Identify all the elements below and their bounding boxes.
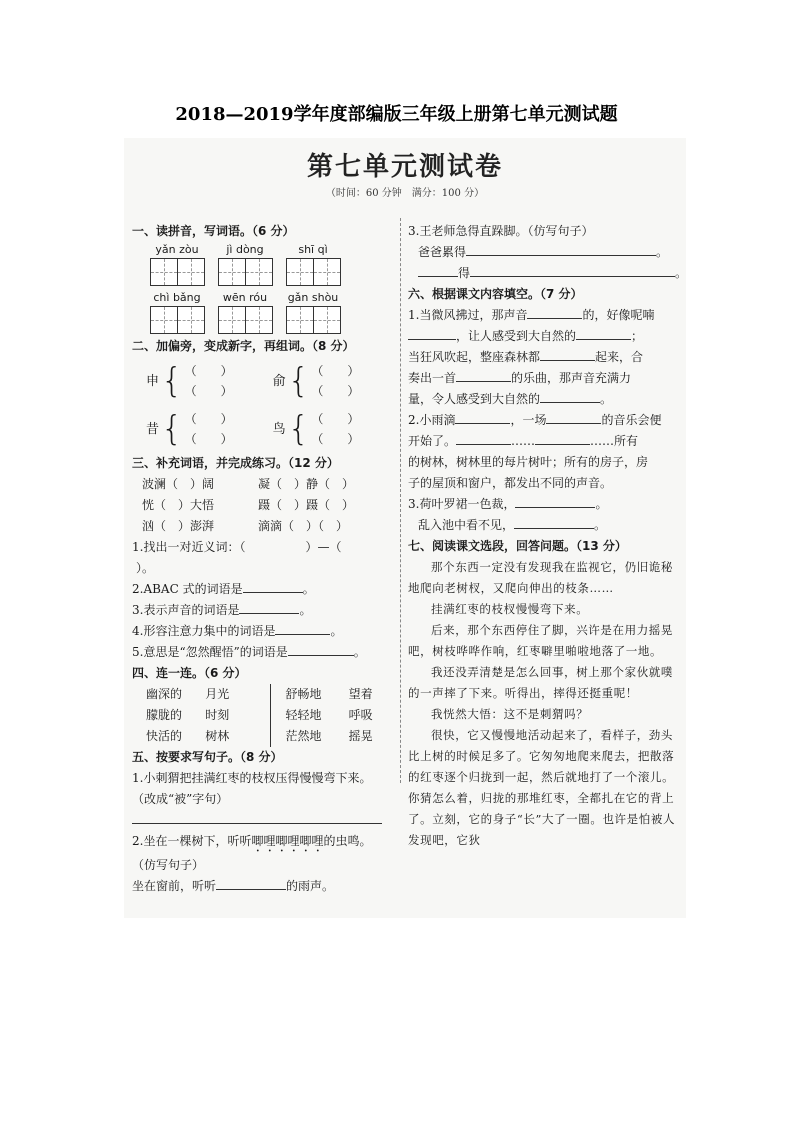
radical-item [146, 361, 233, 401]
punct: 。 [594, 518, 607, 532]
question-3-3 [132, 600, 394, 621]
tian-grid[interactable] [286, 306, 340, 334]
exam-sheet [124, 138, 686, 918]
answer-slot[interactable]: （ ） [311, 412, 360, 426]
answer-blank[interactable] [418, 263, 458, 277]
question-6-2: 子的屋顶和窗户，都发出不同的声音。 [408, 476, 613, 490]
question-text: ）—（ [305, 540, 342, 554]
match-item[interactable]: 望着 [348, 687, 373, 701]
brace-icon: { [161, 361, 183, 401]
match-divider [270, 684, 271, 747]
match-item[interactable]: 幽深的 [146, 687, 183, 701]
column-divider [400, 218, 401, 783]
pinyin-label: wēn róu [222, 291, 268, 304]
question-5-1: 1.小刺猬把挂满红枣的枝杈压得慢慢弯下来。 [132, 771, 372, 785]
answer-slot[interactable]: （ ） [311, 384, 360, 398]
passage-paragraph: 挂满红枣的枝杈慢慢弯下来。 [431, 602, 589, 616]
section-2-heading: 二、加偏旁，变成新字，再组词。（8 分） [132, 339, 355, 353]
answer-blank[interactable] [456, 431, 511, 445]
passage-paragraph: 后来，那个东西停住了脚，兴许是在用力摇晃吧，树枝哗哗作响，红枣噼里啪啦地落了一地。 [408, 623, 673, 658]
question-text: …… [511, 434, 536, 448]
question-text: 开始了。 [408, 434, 457, 448]
emphasis-text: 唧哩唧哩唧哩 [251, 834, 324, 848]
question-5-3-fill [408, 263, 688, 284]
match-item[interactable]: 月光 [205, 687, 230, 701]
question-5-3-fill [408, 242, 680, 263]
match-item[interactable]: 快活的 [146, 729, 183, 743]
answer-blank[interactable] [216, 876, 286, 890]
idiom-item[interactable]: 凝（ ）静（ ） [258, 477, 355, 491]
answer-blank[interactable] [288, 642, 354, 656]
question-text: 奏出一首 [408, 371, 457, 385]
idiom-item[interactable]: 汹（ ）澎湃 [142, 519, 215, 533]
question-text: 爸爸累得 [418, 245, 467, 259]
tian-grid[interactable] [218, 306, 272, 334]
exam-title: 第七单元测试卷 [306, 152, 503, 182]
question-text: 4.形容注意力集中的词语是 [132, 624, 276, 638]
radical-item [273, 361, 360, 401]
radical-char: 俞 [272, 373, 286, 389]
radical-row [132, 405, 394, 453]
radical-item [146, 409, 233, 449]
section-3-heading: 三、补充词语，并完成练习。（12 分） [132, 456, 339, 470]
pinyin-row-2 [132, 290, 394, 334]
question-text: 量，令人感受到大自然的 [408, 392, 541, 406]
answer-slot[interactable]: （ ） [184, 384, 233, 398]
pinyin-group [286, 242, 340, 286]
exam-subtitle: （时间：60 分钟 满分：100 分） [325, 188, 485, 199]
question-text: 坐在窗前，听听 [132, 879, 217, 893]
matching-grid [132, 684, 394, 747]
answer-blank[interactable] [408, 326, 456, 340]
pinyin-label: yǎn zòu [155, 243, 199, 256]
answer-blank[interactable] [243, 579, 303, 593]
question-text: 的乐曲，那声音充满力 [511, 371, 632, 385]
brace-icon: { [287, 361, 310, 401]
answer-blank[interactable] [540, 389, 600, 403]
match-item[interactable]: 时刻 [205, 708, 230, 722]
pinyin-group [218, 242, 272, 286]
punct: 。 [656, 245, 669, 259]
question-6-3 [408, 494, 680, 515]
match-item[interactable]: 呼吸 [348, 708, 373, 722]
question-5-2-note: （仿写句子） [132, 858, 205, 872]
brace-icon: { [287, 409, 310, 449]
answer-blank[interactable] [514, 515, 594, 529]
answer-slot[interactable]: （ ） [184, 364, 233, 378]
match-item[interactable]: 摇晃 [348, 729, 373, 743]
answer-blank[interactable] [527, 305, 582, 319]
answer-slot[interactable]: （ ） [311, 432, 360, 446]
reading-passage [408, 557, 680, 851]
question-6-1 [408, 389, 680, 410]
tian-grid[interactable] [218, 258, 272, 286]
question-3-1 [132, 537, 394, 558]
tian-grid[interactable] [286, 258, 340, 286]
passage-paragraph: 我还没弄清楚是怎么回事，树上那个家伙就噗的一声摔了下来。听得出，摔得还挺重呢！ [408, 665, 673, 700]
question-text: 3.表示声音的词语是 [132, 603, 240, 617]
question-text: 的虫鸣。 [323, 834, 372, 848]
radical-char: 昔 [146, 421, 160, 437]
match-item[interactable]: 轻轻地 [285, 708, 322, 722]
question-text: 1.找出一对近义词：（ [132, 540, 246, 554]
answer-blank[interactable] [239, 600, 299, 614]
question-text: 2.坐在一棵树下，听听 [132, 834, 252, 848]
passage-paragraph: 我恍然大悟：这不是刺猬吗？ [431, 707, 589, 721]
match-item[interactable]: 朦胧的 [146, 708, 183, 722]
match-item[interactable]: 茫然地 [285, 729, 322, 743]
idiom-row [132, 516, 394, 537]
question-text: ）。 [136, 561, 155, 575]
page-title: 2018—2019学年度部编版三年级上册第七单元测试题 [175, 104, 618, 125]
answer-blank[interactable] [466, 242, 656, 256]
radical-row [132, 357, 394, 405]
section-1-heading: 一、读拼音，写词语。（6 分） [132, 224, 295, 238]
question-text: ……所有 [590, 434, 639, 448]
question-text: 2.ABAC 式的词语是 [132, 582, 243, 596]
pinyin-group [150, 290, 204, 334]
punct: 。 [675, 266, 688, 280]
match-item[interactable]: 树林 [205, 729, 230, 743]
question-5-1-note: （改成“被”字句） [132, 792, 229, 806]
radical-char: 申 [146, 373, 160, 389]
radical-char: 鸟 [272, 421, 286, 437]
question-3-5 [132, 642, 394, 663]
pinyin-group [218, 290, 272, 334]
idiom-item[interactable]: 恍（ ）大悟 [142, 498, 215, 512]
idiom-item[interactable]: 滴滴（ ）（ ） [258, 519, 349, 533]
right-column [408, 221, 688, 851]
question-6-2 [408, 431, 680, 452]
question-text: 起来，合 [595, 350, 644, 364]
question-text: 1.当微风拂过，那声音 [408, 308, 528, 322]
answer-slot[interactable]: （ ） [184, 412, 233, 426]
section-7-heading: 七、阅读课文选段，回答问题。（13 分） [408, 539, 627, 553]
punct: 。 [330, 624, 343, 638]
idiom-item[interactable]: 蹑（ ）蹑（ ） [258, 498, 355, 512]
idiom-row [132, 495, 394, 516]
question-6-1 [408, 326, 680, 347]
question-text: 得 [458, 266, 471, 280]
idiom-row [132, 474, 394, 495]
question-3-4 [132, 621, 394, 642]
question-3-2 [132, 579, 394, 600]
question-6-2 [408, 410, 680, 431]
question-3-1-end [132, 558, 394, 579]
question-5-2 [132, 831, 394, 855]
question-text: 3.荷叶罗裙一色裁， [408, 497, 516, 511]
question-text: 当狂风吹起，整座森林都 [408, 350, 541, 364]
passage-paragraph: 那个东西一定没有发现我在监视它，仍旧诡秘地爬向老树杈，又爬向伸出的枝条…… [408, 560, 673, 595]
question-text: 的，好像呢喃 [582, 308, 655, 322]
question-text: 乱入池中看不见， [418, 518, 515, 532]
punct: 。 [600, 392, 613, 406]
pinyin-label: chì bǎng [153, 291, 201, 304]
answer-slot[interactable]: （ ） [184, 432, 233, 446]
punct: 。 [302, 582, 315, 596]
brace-icon: { [161, 409, 183, 449]
question-text: 的雨声。 [286, 879, 335, 893]
section-4-heading: 四、连一连。（6 分） [132, 666, 247, 680]
question-6-1 [408, 368, 680, 389]
tian-grid[interactable] [150, 306, 204, 334]
question-5-3: 3.王老师急得直跺脚。（仿写句子） [408, 224, 594, 238]
question-6-1 [408, 305, 680, 326]
answer-blank[interactable] [576, 326, 631, 340]
pinyin-label: shī qì [298, 243, 328, 256]
match-item[interactable]: 舒畅地 [285, 687, 322, 701]
question-text: 5.意思是“忽然醒悟”的词语是 [132, 645, 288, 659]
question-text: 的音乐会便 [601, 413, 662, 427]
pinyin-label: gǎn shòu [287, 291, 339, 304]
pinyin-group [150, 242, 204, 286]
answer-blank[interactable] [470, 263, 675, 277]
question-6-3 [408, 515, 680, 536]
answer-blank[interactable] [456, 368, 511, 382]
question-text: 2.小雨滴 [408, 413, 456, 427]
question-text: ，一场 [510, 413, 547, 427]
question-text: ，让人感受到大自然的 [456, 329, 577, 343]
left-column [132, 221, 394, 897]
punct: 。 [595, 497, 608, 511]
punct: 。 [299, 603, 312, 617]
answer-blank[interactable] [546, 410, 601, 424]
answer-blank[interactable] [275, 621, 330, 635]
tian-grid[interactable] [150, 258, 204, 286]
answer-blank[interactable] [535, 431, 590, 445]
pinyin-group [286, 290, 340, 334]
question-text: ； [631, 329, 644, 343]
answer-blank[interactable] [540, 347, 595, 361]
answer-blank[interactable] [515, 494, 595, 508]
section-6-heading: 六、根据课文内容填空。（7 分） [408, 287, 583, 301]
pinyin-label: jì dòng [226, 243, 264, 256]
pinyin-row-1 [132, 242, 394, 286]
question-5-2-fill [132, 876, 394, 897]
answer-line[interactable] [132, 810, 394, 831]
answer-blank[interactable] [455, 410, 510, 424]
idiom-item[interactable]: 波澜（ ）阔 [142, 477, 215, 491]
question-6-1 [408, 347, 680, 368]
answer-slot[interactable]: （ ） [311, 364, 360, 378]
radical-item [273, 409, 360, 449]
section-5-heading: 五、按要求写句子。（8 分） [132, 750, 283, 764]
question-6-2: 的树林，树林里的每片树叶；所有的房子，房 [408, 455, 649, 469]
passage-paragraph: 很快，它又慢慢地活动起来了，看样子，劲头比上树的时候足多了。它匆匆地爬来爬去，把散落的红枣逐个归拢到一起，然后就地打了一个滚儿。你猜怎么着，归拢的那堆红枣，全都扎在它的背上了。立刻，它的身子“长”大了一圈。也许是怕被人发现吧，它狄 [408, 728, 676, 847]
punct: 。 [353, 645, 366, 659]
